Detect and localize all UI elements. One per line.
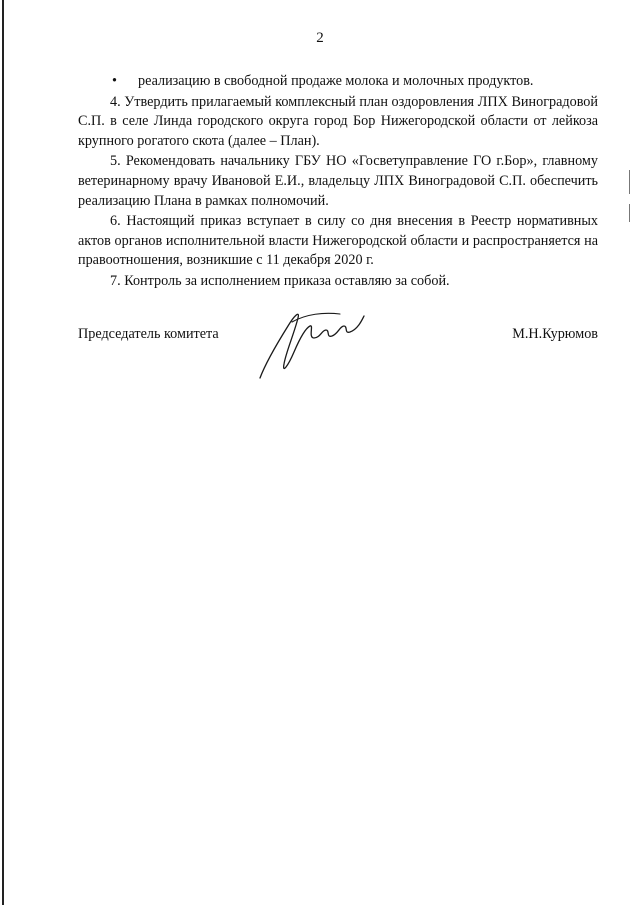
document-body <box>78 72 598 293</box>
signatory-title: Председатель комитета <box>78 326 219 342</box>
scan-edge <box>2 0 4 905</box>
bullet-text: реализацию в свободной продаже молока и молочных продуктов. <box>138 73 534 89</box>
paragraph-4: 4. Утвердить прилагаемый комплексный план оздоровления ЛПХ Виноградовой С.П. в селе Линда городского округа город Бор Нижегородской области от лейкоза крупного рогатого скота (далее – План). <box>78 93 598 149</box>
signature-block <box>78 326 598 386</box>
bullet-icon: • <box>112 73 117 89</box>
scan-artifact <box>629 170 630 194</box>
signatory-name: М.Н.Курюмов <box>512 326 598 342</box>
paragraph-7: 7. Контроль за исполнением приказа оставляю за собой. <box>110 272 450 289</box>
handwritten-signature <box>254 304 374 382</box>
scan-artifact <box>629 204 630 222</box>
bullet-item <box>78 72 598 92</box>
paragraph-5: 5. Рекомендовать начальнику ГБУ НО «Госветуправление ГО г.Бор», главному ветеринарному врачу Ивановой Е.И., владельцу ЛПХ Виноградовой С.П. обеспечить реализацию Плана в рамках полномочий. <box>78 153 598 209</box>
paragraph-6: 6. Настоящий приказ вступает в силу со дня внесения в Реестр нормативных актов органов исполнительной власти Нижегородской области и распространяется на правоотношения, возникшие с 11 декабря 2020 г. <box>78 213 598 269</box>
page-number: 2 <box>316 30 324 46</box>
